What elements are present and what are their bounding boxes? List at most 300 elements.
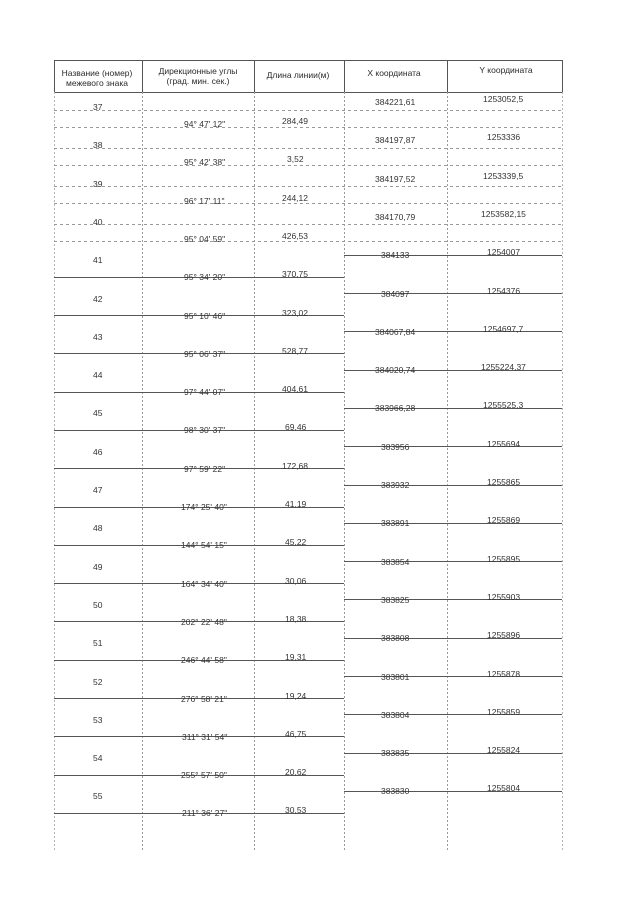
- column-divider-dot: [447, 704, 448, 706]
- column-divider-dot: [54, 400, 55, 402]
- column-divider-dot: [344, 756, 345, 758]
- column-divider-dot: [54, 264, 55, 266]
- row-dot: [486, 127, 489, 128]
- column-divider-dot: [254, 532, 255, 534]
- row-dot: [192, 224, 195, 225]
- row-dot: [312, 224, 315, 225]
- row-dot: [108, 127, 111, 128]
- column-divider-dot: [562, 688, 563, 690]
- column-divider-dot: [447, 516, 448, 518]
- row-dot: [288, 127, 291, 128]
- column-divider-dot: [344, 812, 345, 814]
- column-divider-dot: [447, 592, 448, 594]
- row-dot: [84, 203, 87, 204]
- row-dot: [180, 224, 183, 225]
- column-divider-dot: [344, 384, 345, 386]
- row-dot: [168, 224, 171, 225]
- column-divider-dot: [54, 508, 55, 510]
- row-dot: [372, 148, 375, 149]
- column-divider-dot: [254, 372, 255, 374]
- row-dot: [72, 203, 75, 204]
- row-dot: [300, 203, 303, 204]
- row-dot: [228, 165, 231, 166]
- row-dot: [72, 224, 75, 225]
- column-divider-dot: [142, 460, 143, 462]
- row-dot: [318, 110, 321, 111]
- column-divider-dot: [54, 500, 55, 502]
- row-dot: [498, 241, 501, 242]
- row-dot: [204, 148, 207, 149]
- column-divider-dot: [344, 436, 345, 438]
- row-dot: [270, 127, 273, 128]
- row-dot: [126, 186, 129, 187]
- row-dot: [432, 127, 435, 128]
- column-divider-dot: [54, 764, 55, 766]
- column-divider-dot: [54, 644, 55, 646]
- row-dot: [456, 165, 459, 166]
- column-divider-dot: [344, 344, 345, 346]
- column-divider-dot: [254, 444, 255, 446]
- column-divider-dot: [447, 760, 448, 762]
- column-divider-dot: [254, 456, 255, 458]
- column-divider-dot: [254, 680, 255, 682]
- column-divider-dot: [254, 704, 255, 706]
- column-divider-dot: [254, 628, 255, 630]
- column-divider-dot: [562, 192, 563, 194]
- column-divider-dot: [344, 608, 345, 610]
- row-dot: [492, 148, 495, 149]
- row-dot: [558, 203, 561, 204]
- row-dot: [312, 148, 315, 149]
- y-coordinate: 1255903: [487, 592, 521, 602]
- line-length: 19,31: [285, 652, 307, 662]
- column-divider-dot: [54, 320, 55, 322]
- header-name-line2: межевого знака: [66, 78, 128, 88]
- row-dot: [252, 127, 255, 128]
- direction-angle: 174° 25' 40": [181, 502, 227, 512]
- column-divider-dot: [254, 424, 255, 426]
- row-dot: [360, 241, 363, 242]
- column-divider-dot: [142, 228, 143, 230]
- row-dot: [144, 110, 147, 111]
- column-divider-dot: [562, 484, 563, 486]
- row-dot: [276, 224, 279, 225]
- row-dot: [276, 241, 279, 242]
- row-dot: [402, 224, 405, 225]
- y-coordinate: 1255865: [487, 477, 521, 487]
- column-divider-dot: [254, 152, 255, 154]
- column-divider-dot: [562, 548, 563, 550]
- column-divider-dot: [447, 776, 448, 778]
- column-divider-dot: [54, 828, 55, 830]
- column-divider-dot: [54, 648, 55, 650]
- column-divider-dot: [142, 136, 143, 138]
- column-divider-dot: [562, 112, 563, 114]
- row-dot: [534, 165, 537, 166]
- column-divider-dot: [447, 208, 448, 210]
- column-divider-dot: [562, 492, 563, 494]
- column-divider-dot: [344, 708, 345, 710]
- row-dot: [552, 127, 555, 128]
- row-dot: [306, 110, 309, 111]
- column-divider-dot: [142, 304, 143, 306]
- column-divider-dot: [562, 436, 563, 438]
- row-dot: [300, 127, 303, 128]
- column-divider-dot: [562, 732, 563, 734]
- column-divider-dot: [447, 464, 448, 466]
- row-dot: [114, 127, 117, 128]
- column-divider-dot: [447, 488, 448, 490]
- row-dot: [528, 148, 531, 149]
- column-divider-dot: [254, 368, 255, 370]
- column-divider-dot: [447, 492, 448, 494]
- row-dot: [120, 127, 123, 128]
- row-dot: [474, 186, 477, 187]
- row-dot: [372, 110, 375, 111]
- row-dot: [498, 186, 501, 187]
- row-dot: [252, 165, 255, 166]
- column-divider-dot: [562, 624, 563, 626]
- column-divider-dot: [344, 472, 345, 474]
- y-coordinate: 1255896: [487, 630, 521, 640]
- column-divider-dot: [344, 488, 345, 490]
- column-divider-dot: [562, 412, 563, 414]
- row-dot: [414, 165, 417, 166]
- header-y: Y координата: [479, 65, 533, 75]
- column-divider-dot: [447, 172, 448, 174]
- row-dot: [276, 127, 279, 128]
- column-divider-dot: [54, 528, 55, 530]
- column-divider-dot: [447, 796, 448, 798]
- row-dot: [90, 203, 93, 204]
- column-divider-dot: [344, 592, 345, 594]
- row-dot: [138, 203, 141, 204]
- column-divider-dot: [142, 324, 143, 326]
- column-divider-dot: [54, 520, 55, 522]
- row-dot: [510, 186, 513, 187]
- column-divider-dot: [54, 476, 55, 478]
- column-divider-dot: [142, 748, 143, 750]
- column-divider-dot: [142, 732, 143, 734]
- row-dot: [534, 241, 537, 242]
- column-divider-dot: [562, 784, 563, 786]
- column-divider-dot: [142, 224, 143, 226]
- row-dot: [270, 241, 273, 242]
- column-divider-dot: [447, 384, 448, 386]
- y-coordinate: 1255895: [487, 554, 521, 564]
- row-dot: [240, 224, 243, 225]
- column-divider-dot: [54, 536, 55, 538]
- column-divider-dot: [562, 768, 563, 770]
- column-divider-dot: [447, 392, 448, 394]
- column-divider-dot: [142, 156, 143, 158]
- column-divider-dot: [344, 532, 345, 534]
- row-dot: [468, 110, 471, 111]
- row-dot: [366, 165, 369, 166]
- column-divider-dot: [447, 460, 448, 462]
- row-dot: [138, 224, 141, 225]
- column-divider-dot: [142, 584, 143, 586]
- row-dot: [330, 241, 333, 242]
- column-divider-dot: [254, 576, 255, 578]
- point-name: 52: [93, 677, 103, 687]
- row-dot: [318, 224, 321, 225]
- column-divider-dot: [142, 192, 143, 194]
- column-divider-dot: [562, 720, 563, 722]
- row-dot: [390, 148, 393, 149]
- column-divider-dot: [142, 628, 143, 630]
- column-divider-dot: [562, 648, 563, 650]
- row-dot: [324, 241, 327, 242]
- column-divider-dot: [254, 688, 255, 690]
- column-divider-dot: [562, 216, 563, 218]
- column-divider-dot: [254, 636, 255, 638]
- column-divider-dot: [562, 240, 563, 242]
- column-divider-dot: [344, 456, 345, 458]
- row-dot: [552, 110, 555, 111]
- row-dot: [228, 241, 231, 242]
- row-dot: [222, 186, 225, 187]
- row-dot: [384, 127, 387, 128]
- row-dot: [54, 148, 57, 149]
- row-dot: [276, 186, 279, 187]
- row-dot: [534, 110, 537, 111]
- column-divider-dot: [254, 168, 255, 170]
- column-divider-dot: [254, 356, 255, 358]
- column-divider-dot: [447, 732, 448, 734]
- row-dot: [168, 110, 171, 111]
- column-divider-dot: [447, 580, 448, 582]
- row-dot: [450, 110, 453, 111]
- row-dot: [408, 224, 411, 225]
- column-divider-dot: [254, 516, 255, 518]
- row-dot: [282, 203, 285, 204]
- row-dot: [78, 186, 81, 187]
- row-dot: [150, 241, 153, 242]
- column-divider-dot: [344, 252, 345, 254]
- row-dot: [456, 186, 459, 187]
- column-divider-dot: [54, 460, 55, 462]
- row-dot: [558, 241, 561, 242]
- column-divider-dot: [54, 152, 55, 154]
- row-dot: [138, 241, 141, 242]
- column-divider-dot: [142, 836, 143, 838]
- line-length: 370,75: [282, 269, 308, 279]
- column-divider-dot: [562, 204, 563, 206]
- column-divider-dot: [142, 512, 143, 514]
- column-divider-dot: [254, 296, 255, 298]
- column-divider-dot: [54, 412, 55, 414]
- column-divider-dot: [254, 204, 255, 206]
- column-divider-dot: [344, 380, 345, 382]
- row-dot: [240, 165, 243, 166]
- row-dot: [510, 110, 513, 111]
- column-divider-dot: [54, 600, 55, 602]
- column-divider-dot: [562, 580, 563, 582]
- column-divider-dot: [142, 176, 143, 178]
- point-name: 53: [93, 715, 103, 725]
- column-divider-dot: [562, 684, 563, 686]
- row-dot: [378, 203, 381, 204]
- column-divider-dot: [142, 728, 143, 730]
- column-divider-dot: [447, 328, 448, 330]
- column-divider-dot: [142, 320, 143, 322]
- column-divider-dot: [562, 500, 563, 502]
- column-divider-dot: [562, 372, 563, 374]
- column-divider-dot: [344, 524, 345, 526]
- row-dot: [132, 224, 135, 225]
- column-divider-dot: [562, 536, 563, 538]
- column-divider-dot: [254, 808, 255, 810]
- column-divider-dot: [447, 228, 448, 230]
- column-divider-dot: [254, 404, 255, 406]
- column-divider-dot: [142, 348, 143, 350]
- column-divider-dot: [254, 244, 255, 246]
- column-divider-dot: [344, 156, 345, 158]
- column-divider-dot: [447, 508, 448, 510]
- column-divider-dot: [344, 296, 345, 298]
- column-divider-dot: [447, 664, 448, 666]
- column-divider-dot: [344, 796, 345, 798]
- row-dot: [252, 186, 255, 187]
- column-divider-dot: [254, 796, 255, 798]
- column-divider-dot: [447, 836, 448, 838]
- row-dot: [432, 241, 435, 242]
- row-dot: [438, 241, 441, 242]
- row-dot: [240, 186, 243, 187]
- column-divider-dot: [142, 632, 143, 634]
- column-divider-dot: [54, 260, 55, 262]
- column-divider-dot: [142, 436, 143, 438]
- column-divider-dot: [562, 444, 563, 446]
- column-divider-dot: [54, 144, 55, 146]
- column-divider-dot: [447, 540, 448, 542]
- column-divider-dot: [344, 504, 345, 506]
- column-divider-dot: [562, 680, 563, 682]
- column-divider-dot: [447, 476, 448, 478]
- column-divider-dot: [562, 812, 563, 814]
- column-divider-dot: [344, 684, 345, 686]
- column-divider-dot: [142, 140, 143, 142]
- row-dot: [60, 241, 63, 242]
- column-divider-dot: [254, 252, 255, 254]
- row-dot: [162, 241, 165, 242]
- column-divider-dot: [562, 256, 563, 258]
- row-dot: [534, 224, 537, 225]
- row-dot: [288, 186, 291, 187]
- column-divider-dot: [142, 184, 143, 186]
- row-dot: [108, 148, 111, 149]
- column-divider-dot: [447, 568, 448, 570]
- row-dot: [114, 241, 117, 242]
- column-divider-dot: [447, 256, 448, 258]
- column-divider-dot: [344, 848, 345, 850]
- row-line: [344, 485, 562, 486]
- column-divider-dot: [54, 652, 55, 654]
- row-dot: [390, 186, 393, 187]
- column-divider-dot: [447, 128, 448, 130]
- row-dot: [276, 148, 279, 149]
- column-divider-dot: [344, 400, 345, 402]
- column-divider-dot: [344, 528, 345, 530]
- row-dot: [258, 127, 261, 128]
- row-dot: [480, 186, 483, 187]
- column-divider-dot: [344, 228, 345, 230]
- column-divider-dot: [562, 100, 563, 102]
- column-divider-dot: [447, 840, 448, 842]
- row-dot: [528, 110, 531, 111]
- column-divider-dot: [54, 228, 55, 230]
- column-divider-dot: [447, 100, 448, 102]
- row-dot: [108, 165, 111, 166]
- column-divider-dot: [254, 836, 255, 838]
- column-divider-dot: [344, 464, 345, 466]
- row-dot: [168, 186, 171, 187]
- row-dot: [540, 165, 543, 166]
- column-divider-dot: [54, 624, 55, 626]
- column-divider-dot: [142, 204, 143, 206]
- column-divider-dot: [344, 220, 345, 222]
- column-divider-dot: [254, 780, 255, 782]
- column-divider-dot: [142, 308, 143, 310]
- row-dot: [426, 110, 429, 111]
- column-divider-dot: [344, 116, 345, 118]
- row-dot: [426, 203, 429, 204]
- column-divider-dot: [344, 776, 345, 778]
- column-divider-dot: [447, 324, 448, 326]
- column-divider-dot: [344, 792, 345, 794]
- column-line: [344, 60, 345, 93]
- point-name: 37: [93, 102, 103, 112]
- row-dot: [84, 127, 87, 128]
- column-divider-dot: [344, 568, 345, 570]
- row-dot: [282, 186, 285, 187]
- column-divider-dot: [54, 132, 55, 134]
- column-divider-dot: [254, 732, 255, 734]
- column-divider-dot: [562, 200, 563, 202]
- column-divider-dot: [142, 440, 143, 442]
- row-dot: [282, 148, 285, 149]
- row-dot: [414, 224, 417, 225]
- row-dot: [546, 110, 549, 111]
- column-divider-dot: [142, 756, 143, 758]
- column-divider-dot: [562, 316, 563, 318]
- column-divider-dot: [447, 660, 448, 662]
- x-coordinate: 383835: [381, 748, 410, 758]
- row-dot: [348, 186, 351, 187]
- column-divider-dot: [254, 124, 255, 126]
- row-dot: [258, 148, 261, 149]
- row-dot: [168, 241, 171, 242]
- column-divider-dot: [447, 588, 448, 590]
- column-divider-dot: [254, 348, 255, 350]
- row-dot: [270, 165, 273, 166]
- row-dot: [198, 148, 201, 149]
- column-divider-dot: [344, 348, 345, 350]
- column-divider-dot: [562, 620, 563, 622]
- column-divider-dot: [54, 480, 55, 482]
- column-divider-dot: [562, 736, 563, 738]
- row-dot: [258, 224, 261, 225]
- column-divider-dot: [142, 828, 143, 830]
- column-divider-dot: [54, 588, 55, 590]
- direction-angle: 164° 34' 40": [181, 579, 227, 589]
- row-dot: [60, 148, 63, 149]
- row-dot: [300, 165, 303, 166]
- row-dot: [240, 203, 243, 204]
- column-divider-dot: [254, 528, 255, 530]
- row-dot: [450, 148, 453, 149]
